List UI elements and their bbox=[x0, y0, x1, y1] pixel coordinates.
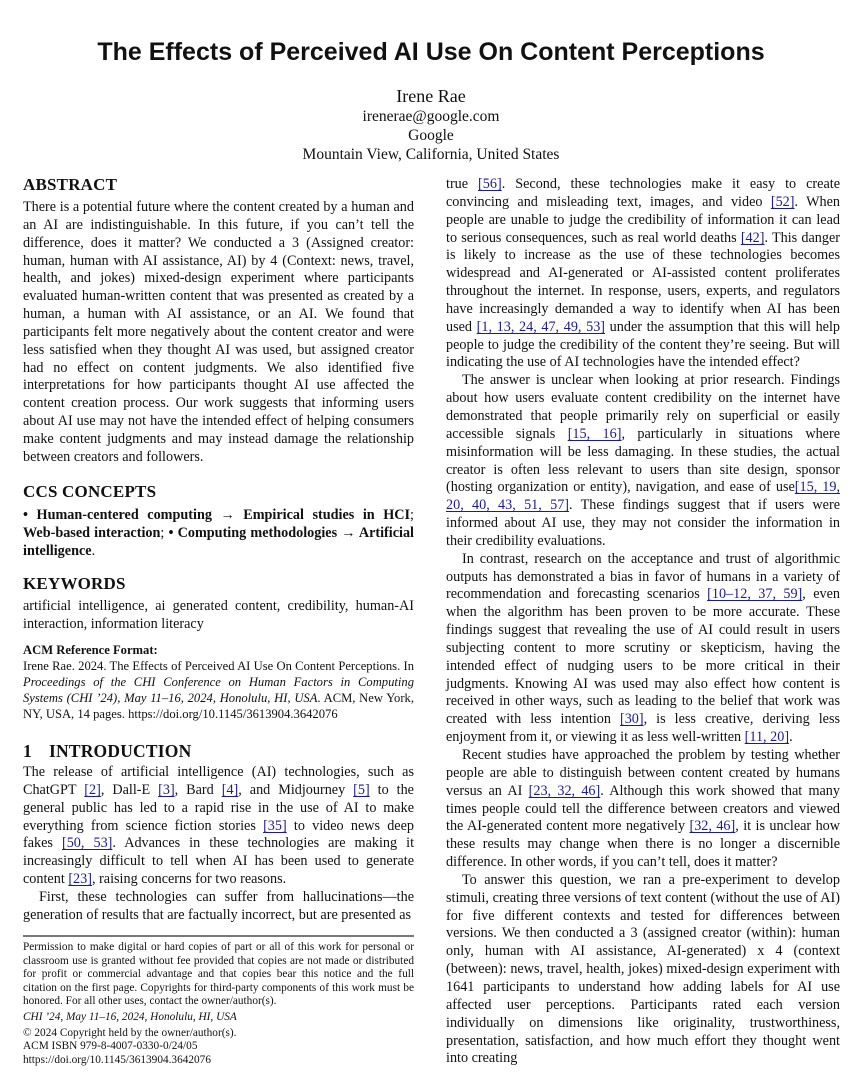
paragraph bbox=[446, 872, 840, 1068]
copyright-notice: © 2024 Copyright held by the owner/author(s). bbox=[23, 1026, 237, 1039]
citation-link[interactable]: [52] bbox=[770, 193, 795, 210]
citation-link[interactable]: [15, 16] bbox=[567, 425, 622, 442]
author-affiliation: Google bbox=[408, 127, 454, 144]
author-name: Irene Rae bbox=[396, 86, 466, 106]
citation-link[interactable]: [11, 20] bbox=[744, 729, 790, 746]
text: true bbox=[446, 176, 479, 192]
citation-link[interactable]: [30] bbox=[619, 711, 644, 728]
text: to the general public has led to a rapid rise in the use of AI to make everything from science fiction stories bbox=[23, 781, 414, 834]
citation-link[interactable]: [2] bbox=[84, 781, 101, 798]
text: First, these technologies can suffer from hallucinations—the generation of results that are factually incorrect, but are presented as bbox=[23, 888, 414, 923]
intro-left-column bbox=[23, 764, 414, 925]
text: . When people are unable to judge the credibility of information it can lead to serious consequences, such as real world deaths bbox=[446, 193, 841, 246]
citation-link[interactable]: [42] bbox=[740, 229, 765, 246]
permission-notice: Permission to make digital or hard copies of part or all of this work for personal or classroom use is granted without fee provided that copies are not made or distributed for profit or commercial advantage and that copies bear this notice and the full citation on the first page. Copyrights for third-party components of this work must be honored. For all other uses, contact the owner/author(s). bbox=[23, 941, 414, 1008]
paragraph bbox=[446, 747, 840, 872]
author-location: Mountain View, California, United States bbox=[302, 146, 560, 163]
acm-reference-venue: Proceedings of the CHI Conference on Human Factors in Computing Systems (CHI ’24), May 11–16, 2024, Honolulu, HI, USA bbox=[23, 675, 414, 705]
text: In contrast, research on the acceptance and trust of algorithmic outputs has demonstrated a bias in favor of humans in a variety of recommendation and forecasting scenarios bbox=[446, 550, 840, 603]
text: The release of artificial intelligence (AI) technologies, such as ChatGPT bbox=[23, 764, 414, 798]
intro-right-column bbox=[446, 176, 840, 1068]
ccs-concept: Web-based interaction bbox=[23, 524, 161, 541]
section-number: 1 bbox=[23, 741, 32, 761]
citation-link[interactable]: [4] bbox=[221, 781, 239, 798]
citation-link[interactable]: [10–12, 37, 59] bbox=[707, 586, 803, 603]
paragraph bbox=[446, 372, 840, 550]
citation-link[interactable]: [32, 46] bbox=[689, 818, 736, 835]
text: . This danger is likely to increase as the use of these technologies becomes widespread and AI-generated or AI-assisted content proliferates throughout the internet. In response, users, experts, and regulators have increasingly demanded a way to identify when AI has been used bbox=[446, 229, 840, 335]
ccs-concepts bbox=[23, 507, 414, 561]
paper-title: The Effects of Perceived AI Use On Content Perceptions bbox=[97, 38, 765, 66]
citation-link[interactable]: [5] bbox=[353, 781, 370, 798]
footnote bbox=[23, 941, 414, 1067]
section-title: INTRODUCTION bbox=[49, 741, 192, 761]
doi-link[interactable]: https://doi.org/10.1145/3613904.3642076 bbox=[23, 1053, 211, 1066]
citation-link[interactable]: [56] bbox=[478, 176, 502, 192]
introduction-heading bbox=[23, 741, 414, 762]
paragraph bbox=[23, 764, 414, 889]
acm-reference-pre: Irene Rae. 2024. The Effects of Perceived AI Use On Content Perceptions. In bbox=[23, 659, 414, 673]
text: . bbox=[789, 729, 793, 746]
text: To answer this question, we ran a pre-experiment to develop stimuli, creating three versions of text content (without the use of AI) for five different contexts and tested for differences between versions. We then conducted a 3 (assigned creator (within): human only, human with AI assistance, AI-generated) x 4 (context (between): news, travel, health, jokes) mixed-design experiment with 1641 participants to understand how adding labels for AI use affected user perceptions. Participants rated each version individually on dimensions like originality, trustworthiness, presentation, satisfaction, and how much effort they thought went into creating bbox=[446, 871, 840, 1067]
ccs-concept: • Human-centered computing → Empirical studies in HCI bbox=[23, 507, 411, 523]
text: , Bard bbox=[174, 781, 222, 798]
text: under the assumption that this will help people to judge the credibility of the content they’re seeing. But will indicating the use of AI technologies have the intended effect? bbox=[446, 318, 840, 371]
footnote-divider bbox=[23, 935, 414, 937]
citation-link[interactable]: [15, 19, 20, 40, 43, 51, 57] bbox=[446, 479, 840, 514]
text: , and Midjourney bbox=[238, 781, 354, 798]
acm-reference-post: . ACM, New York, NY, USA, 14 pages. https://doi.org/10.1145/3613904.3642076 bbox=[23, 691, 414, 721]
text: . Advances in these technologies are making it increasingly difficult to tell when AI has been used to generate content bbox=[23, 835, 415, 888]
text: to video news deep fakes bbox=[23, 817, 414, 852]
text: , is less creative, deriving less enjoyment from it, or viewing it as less well-written bbox=[446, 711, 840, 746]
footnote-venue: CHI ’24, May 11–16, 2024, Honolulu, HI, USA bbox=[23, 1010, 237, 1023]
text: , particularly in situations where misinformation will be less damaging. In these studies, the actual creator is often less relevant to users than site design, sponsor (hosting organization or entity), navigation, and ease of use bbox=[446, 425, 840, 496]
citation-link[interactable]: [23, 32, 46] bbox=[528, 782, 601, 799]
author-email: irenerae@google.com bbox=[362, 108, 500, 125]
text: , it is unclear how these results may change when there is no longer a discernible difference. In other words, if you can’t tell, does it matter? bbox=[446, 818, 840, 871]
separator: ; bbox=[410, 507, 414, 523]
citation-link[interactable]: [50, 53] bbox=[61, 835, 113, 852]
keywords-heading: KEYWORDS bbox=[23, 574, 126, 593]
keywords-text: artificial intelligence, ai generated content, credibility, human-AI interaction, information literacy bbox=[23, 598, 414, 632]
separator: ; bbox=[160, 524, 169, 541]
paragraph bbox=[23, 889, 414, 925]
citation-link[interactable]: [3] bbox=[158, 781, 175, 798]
paragraph bbox=[446, 551, 840, 747]
acm-reference-heading: ACM Reference Format: bbox=[23, 643, 158, 657]
text: , raising concerns for two reasons. bbox=[91, 871, 287, 888]
acm-reference-text bbox=[23, 658, 414, 722]
paragraph bbox=[446, 176, 840, 372]
isbn: ACM ISBN 979-8-4007-0330-0/24/05 bbox=[23, 1040, 198, 1053]
text: . Second, these technologies make it easy to create convincing and misleading text, images, and video bbox=[446, 176, 840, 210]
text: , even when the algorithm has been proven to be more accurate. These findings suggest that revealing the use of AI could result in users subjecting content to more scrutiny or skepticism, having the intended effect of nudging users to be more critical in their judgments. Knowing AI was used may also effect how content is received in other ways, such as leading to the belief that work was created with less intention bbox=[446, 586, 840, 728]
separator: . bbox=[91, 542, 96, 559]
citation-link[interactable]: [1, 13, 24, 47, 49, 53] bbox=[476, 318, 606, 335]
text: , Dall-E bbox=[100, 781, 159, 798]
abstract-heading: ABSTRACT bbox=[23, 175, 118, 194]
text: The answer is unclear when looking at prior research. Findings about how users evaluate content credibility on the internet have demonstrated that people primarily rely on superficial or easily accessible signals bbox=[446, 372, 840, 442]
text: . Although this work showed that many times people could tell the difference between creators and viewed the AI-generated content more negatively bbox=[446, 782, 840, 835]
citation-link[interactable]: [23] bbox=[68, 871, 92, 888]
text: Recent studies have approached the problem by testing whether people are able to distinguish between content created by humans versus an AI bbox=[446, 747, 840, 799]
text: . These findings suggest that if users were informed about AI use, they may not consider the information in their credibility evaluations. bbox=[446, 497, 840, 549]
citation-link[interactable]: [35] bbox=[263, 817, 287, 834]
ccs-concept: • Computing methodologies → Artificial intelligence bbox=[23, 524, 414, 559]
ccs-heading: CCS CONCEPTS bbox=[23, 482, 157, 501]
abstract-text: There is a potential future where the content created by a human and an AI are indistinguishable. In this future, if you can’t tell the difference, does it matter? We conducted a 3 (Assigned creator: human, human with AI assistance, AI) by 4 (Context: news, travel, health, and jokes) mixed-design experiment where participants evaluated human-written content that was presented as created by a human, a human with AI assistance, or an AI. We found that participants felt more negatively about the content creator and were less satisfied when they thought AI was used, but assigned creator had no effect on content judgments. We also identified five interpretations for how participants thought AI use affected the content creation process. Our work suggests that informing users about AI use may not have the intended effect of helping consumers make content judgments and may instead damage the relationship between creators and followers. bbox=[23, 199, 414, 465]
